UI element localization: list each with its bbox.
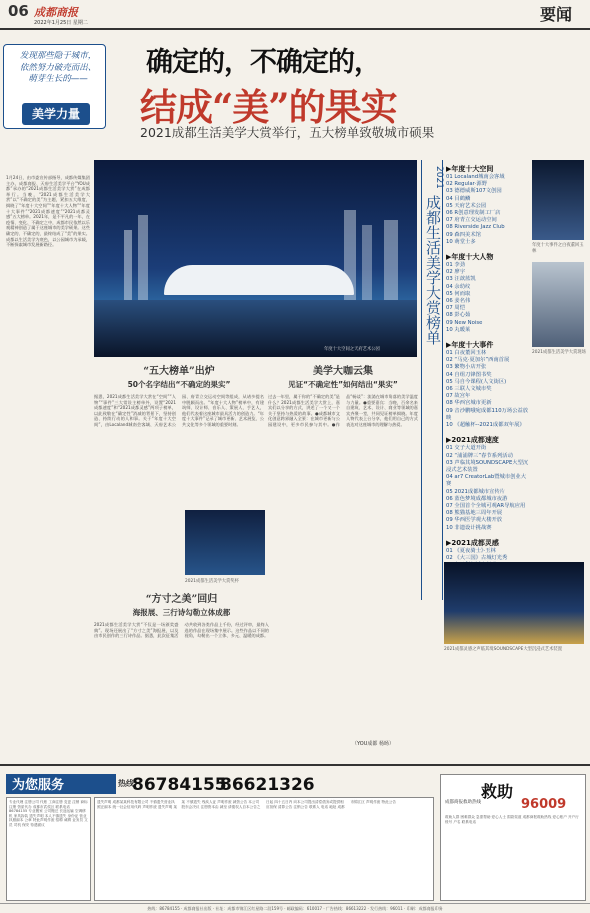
list-item: 04 目鹤鳞: [446, 195, 471, 202]
list-item: 08 Riverside Jazz Club: [446, 224, 505, 231]
thumb-photo-2: [532, 262, 584, 347]
vertical-title-frame: [421, 160, 443, 600]
mid-section-2-subtitle: 见证“不确定性”如何结出“果实”: [288, 380, 398, 389]
mid-section-1: [94, 362, 264, 524]
list-1: [446, 262, 531, 334]
mid-section-3-body: 2021成都生活美学大赏“不仅是一场颁奖盛典”。现场还展出了“方寸之美”海报展，以及由市民创作的三行诗作品。据悉，此次征集活动共收到各类作品上千份，经过评审，最终入选的作品在现场集中展示。这些作品以不同的视角，勾勒出一个立体、多元、温暖的成都。: [94, 622, 269, 639]
list-item: 01 Localand城南会客域: [446, 174, 505, 180]
rescue-text: 救助人群 困难群众 急需帮助 爱心人士 捐款渠道 成都商报救助热线 爱心账户 开户行 账号 户名 联系电话: [445, 815, 579, 824]
list-item: 02 廖宇: [446, 269, 466, 276]
rescue-sub: 成都商报救助热线: [445, 800, 481, 805]
mid-section-2-body: 过去一年里，属于你的“不确定的美”是什么？2021成都生活美学大赏上，嘉宾们以分享的方式，讲述了一个又一个关于坚持与热爱的故事。●成都城市文化创意跨界融入全景：在城市更新与公园建设中，更多市民参与其中。●作品“畅谈”：流淌在城市角落的美学温度与力量。●重要嘉宾：当晚，百余名来自建筑、艺术、设计、商业等领域的嘉宾齐聚一堂，共同见证榜单揭晓。年度人物代表上台分享，他们用自己的方式表达对这座城市的理解与热爱。: [268, 394, 418, 427]
phone-2: 86621326: [220, 775, 315, 795]
quote-text: 发现那些隐于城市，依然努力破壳而出、萌芽生长的——: [19, 51, 97, 84]
headline-line1: 确定的，不确定的，: [146, 47, 380, 78]
list-item: 09 华西医学观大楼开放: [446, 517, 503, 524]
mid-section-3-subtitle: 海报展、三行诗勾勒立体成都: [132, 608, 231, 617]
ad-mid-text: 遗失声明 成都某某科技有限公司 不慎遗失营业执照正副本 统一社会信用代码 声明作废 遗失声明 某某 不慎遗失 残疾人证 声明作废 减资公告 本公司股东会决议 注册资本由 减至 请债权人自本公告之日起 四十五日内 向本公司提出清偿债务或提供相应担保 清算公告 注销公告 联系人 电话 地址 成都市锦江区 声明作废 特此公告: [97, 800, 396, 809]
list-item: 09 New Noise: [446, 319, 483, 326]
rescue-label: 救助: [481, 782, 514, 801]
quote-box: [3, 44, 106, 129]
headline-subtitle: 2021成都生活美学大赏举行，五大榜单致敬城市硕果: [140, 125, 435, 140]
list-title: ▶2021成都灵感: [446, 538, 499, 547]
thumb-caption-1: 年度十大事件之白夜董回玉林: [532, 243, 584, 254]
list-item: 10 丸暖莱: [446, 326, 471, 333]
list-3: [446, 445, 531, 531]
list-item: 06 三联人文城市奖: [446, 386, 492, 393]
list-item: 01 交子大道开街: [446, 445, 487, 452]
list-item: 07 全国首个全城可观AR导航应用: [446, 502, 526, 509]
page-header: [0, 0, 590, 30]
rescue-ad: [440, 774, 586, 901]
service-banner: [6, 774, 116, 794]
list-item: 03 繁物小店开张: [446, 364, 487, 371]
list-item: 06 姜名伟: [446, 298, 471, 305]
main-photo: [94, 160, 417, 357]
thumb-photo-1: [532, 160, 584, 240]
hotline-label: 热线: [118, 779, 134, 788]
list-item: 01 白夜董回玉林: [446, 350, 487, 357]
list-item: 07 府青立交运动空间: [446, 217, 497, 224]
headline-line2: 结成“美”的果实: [140, 85, 397, 129]
list-item: 07 故宫年: [446, 393, 471, 400]
byline: （YOU成都 杨旸）: [352, 741, 394, 747]
list-item: 08 熊猫基地三周年开展: [446, 510, 503, 517]
list-title: ▶年度十大空间: [446, 165, 494, 173]
photo-caption: 年度十大空间之天府艺术公园: [324, 347, 380, 352]
mid-section-3-title: “方寸之美”回归: [145, 594, 218, 605]
list-item: 05 马自今课程(人文街区): [446, 378, 507, 385]
ad-left-block: [6, 797, 91, 901]
mid-section-3: [94, 590, 269, 742]
service-label: 为您服务: [12, 778, 65, 793]
list-item: 08 彭心茹: [446, 312, 471, 319]
section-title: 要闻: [539, 5, 572, 24]
list-item: 06 蓝色梦境成都城市夜游: [446, 495, 508, 502]
list-item: 05 天府艺术公园: [446, 202, 487, 209]
page-footer: 热线：86784155 · 成都商报社出版 · 社址：成都市锦江区红星路二段159号 · 邮政编码：610017 · 广告热线：86613222 · 发行热线：96011 · 印刷：成都商报印务: [0, 903, 590, 913]
list-item: 10 《超触杯--2021成都双年展》: [446, 422, 525, 429]
issue-date: 2022年1月25日 星期二: [34, 20, 88, 26]
mid-section-2-title: 美学大咖云集: [313, 366, 373, 377]
left-article-body: 1月24日，由市委宣传部指导，成都传媒集团主办，成都商报、天府生活美学平台“YOU成都”承办的“2021成都生活美学大赏”在成都举行。当晚，“2021成都生活美学大赏”以“不确定的美”为主题，紧扣五大维度，揭晓了“年度十大空间”“年度十大人物”“年度十大事件”“2021成都速度”“2021成都灵感”五大榜单。2021年，是不平凡的一年，在疫情、变化、不确定之中，成都市民依然以乐观精神创造了属于这座城市的美学硕果。这些确定的、不确定的，最终结成了“美”的果实。成都以生活美学为底色，以公园城市为承载，不断探索城市发展新路径。: [6, 175, 90, 248]
list-item: 02 《大三国》古城灯光秀: [446, 554, 508, 561]
list-item: 01 《夏夜骑士》·玉林: [446, 547, 496, 554]
trophy-photo: [185, 510, 265, 575]
list-item: 02 Regular·源野: [446, 181, 488, 188]
list-0: [446, 174, 531, 246]
mid-section-1-title: “五大榜单”出炉: [143, 366, 215, 377]
page-number: 06: [8, 2, 29, 20]
list-item: 08 华西宫城市更新: [446, 400, 492, 407]
list-item: 04 自组刀锋图书奖: [446, 371, 492, 378]
ad-left-text: 专业代理 注册公司 代账 工商注册 变更 注销 商标注册 资质代办 成都市武侯区 联系电话 86784155 专业搬家 公司搬迁 长途运输 空调移机 家具拆装 遗失声明 本人不慎遗失 身份证 营业执照副本 公章 特此声明作废 招聘 诚聘 业务员 文员 司机 保安 待遇面议: [9, 800, 88, 827]
rescue-number: 96009: [521, 797, 567, 812]
list-item: 07 周恺: [446, 305, 466, 312]
quote-tag: 美学力量: [22, 103, 90, 125]
list-item: 09 森四美术馆: [446, 231, 481, 238]
list-title: ▶年度十大人物: [446, 253, 494, 262]
vertical-year: 2021: [434, 166, 444, 189]
phone-1: 86784155: [132, 775, 227, 795]
list-item: 10 非遗设计挑战赛: [446, 524, 492, 531]
list-item: 02 “浦浦牌三”春节系列活动: [446, 452, 513, 459]
list-item: 05 2021成都城市宣传片: [446, 488, 505, 495]
list-item: 06 R创意理发制工厂店: [446, 210, 501, 217]
vertical-text: 成都生活美学大赏榜单: [424, 194, 442, 345]
list-item: 02 “马克·夏加尔”西南首展: [446, 357, 510, 364]
award-lists: [446, 158, 531, 620]
ad-divider: [0, 764, 590, 772]
mid-section-1-subtitle: 50个名字结出“不确定的果实”: [127, 380, 231, 389]
ad-mid-block: [94, 797, 434, 901]
thumb-photo-3: [444, 562, 584, 644]
list-item: 09 音沙鹏哦宛成都110万场公益放映: [446, 407, 529, 421]
list-item: 04 余幼纹: [446, 283, 471, 290]
list-item: 03 声临其境SOUNDSCAPE大型沉浸式艺术装置: [446, 459, 529, 473]
list-2: [446, 350, 531, 429]
list-title: ▶2021成都速度: [446, 436, 499, 445]
list-item: 01 李劲: [446, 262, 466, 269]
trophy-photo-caption: 2021成都生活美学大赏奖杯: [185, 579, 239, 584]
list-item: 05 何而取: [446, 290, 471, 297]
mid-section-2: [268, 362, 418, 644]
thumb-caption-3: 2021成都灵感之声临其境SOUNDSCAPE大型沉浸式艺术装置: [444, 647, 563, 652]
list-item: 03 德德威斯107文创园: [446, 188, 502, 195]
paper-name: 成都商报: [34, 6, 78, 19]
thumb-caption-2: 2021成都生活美学大赏现场: [532, 350, 586, 355]
list-item: 04 ar7 CreatorLab暨城市创业大赛: [446, 474, 527, 488]
mid-section-1-body: 据悉，2021成都生活美学大赏在“空间”“人物”“事件”三大常设主榜单外，设置“2021成都速度”和“2021成都灵感”两项子榜单，以此致敬在“确定性”消减的背景下，坚持创造、持续行动的人和事。关于“年度十大空间”，由Localand城南会客域、天府艺术公园、府青立交运动空间等组成，从诸多提名中脱颖而出。“年度十大人物”榜单中，有建筑师、设计师、音乐人、策展人、手艺人，他们代表着这座城市最具活力的创造力。“年度十大事件”记录了城市更新、艺术展览、公共文化等多个领域的重要时刻。: [94, 394, 264, 427]
list-title: ▶年度十大事件: [446, 341, 494, 350]
list-item: 10 萌堂士多: [446, 238, 476, 245]
list-item: 03 汪歆蓝凯: [446, 276, 476, 283]
